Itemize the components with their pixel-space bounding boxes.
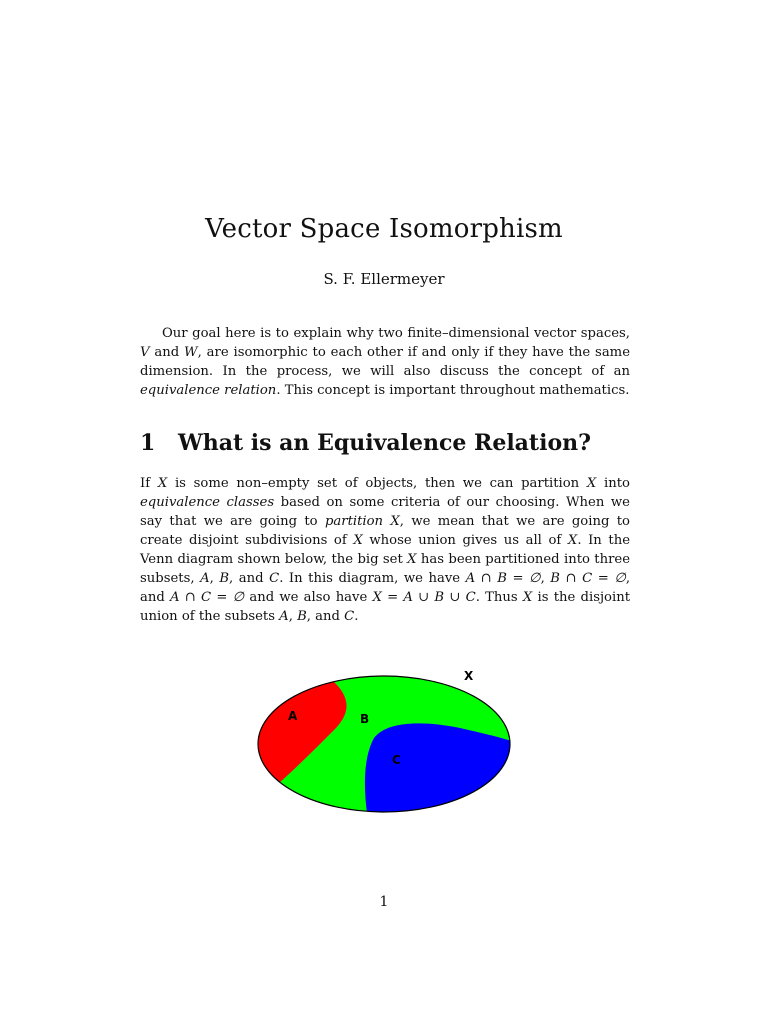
body-text: into xyxy=(596,476,630,491)
math-a-intersect-c: A ∩ C = ∅ xyxy=(170,590,245,605)
emphasis-equivalence-relation: equivalence relation xyxy=(140,383,277,398)
body-text: and we also have xyxy=(244,590,373,605)
set-c-region xyxy=(365,723,520,820)
math-x: X xyxy=(407,552,417,567)
body-text: , xyxy=(288,609,298,624)
math-b: B xyxy=(219,571,230,586)
body-text: , we mean that we are going to create disjoint subdivisions of xyxy=(140,514,630,548)
body-text: based on some criteria of our choosing. When we say that we are going to xyxy=(140,495,630,529)
body-text: . In the Venn diagram shown below, the big set xyxy=(140,533,630,567)
math-x-union: X = A ∪ B ∪ C xyxy=(372,590,476,605)
abstract-text: . This concept is important throughout mathematics. xyxy=(276,383,630,398)
math-a: A xyxy=(200,571,210,586)
section-number: 1 xyxy=(140,430,156,456)
math-a: A xyxy=(279,609,289,624)
body-text: If xyxy=(140,476,158,491)
math-c: C xyxy=(344,609,355,624)
section-heading xyxy=(140,430,640,456)
body-text: . Thus xyxy=(475,590,523,605)
math-x: X xyxy=(157,476,168,491)
body-text: has been partitioned into three subsets, xyxy=(140,552,631,586)
abstract-text: Our goal here is to explain why two finite–dimensional vector spaces, xyxy=(162,326,630,341)
label-x: X xyxy=(464,669,474,683)
body-text: is some non–empty set of objects, then we can partition xyxy=(167,476,587,491)
venn-diagram xyxy=(250,660,520,820)
body-text: is the disjoint union of the subsets xyxy=(140,590,631,624)
body-text: . xyxy=(354,609,359,624)
author-name: S. F. Ellermeyer xyxy=(323,270,445,288)
math-v: V xyxy=(140,345,150,360)
document-title: Vector Space Isomorphism xyxy=(205,214,563,244)
body-paragraph xyxy=(140,474,630,626)
body-text: . In this diagram, we have xyxy=(279,571,466,586)
math-c: C xyxy=(269,571,280,586)
math-x: X xyxy=(522,590,533,605)
emphasis-equivalence-classes: equivalence classes xyxy=(140,495,275,510)
emphasis-partition: partition xyxy=(324,514,384,529)
body-text: , xyxy=(209,571,220,586)
math-b: B xyxy=(297,609,307,624)
section-title: What is an Equivalence Relation? xyxy=(178,430,592,456)
page-number: 1 xyxy=(379,894,389,910)
math-a-intersect-b: A ∩ B = ∅ xyxy=(465,571,541,586)
body-text: , and xyxy=(140,571,631,605)
abstract-paragraph xyxy=(140,324,630,400)
body-text: , xyxy=(540,571,551,586)
abstract-text: , are isomorphic to each other if and only if they have the same dimension. In the process, we will also discuss the concept of an xyxy=(140,345,630,379)
abstract-text: and xyxy=(149,345,185,360)
label-a: A xyxy=(288,709,298,723)
body-text: , and xyxy=(306,609,345,624)
math-w: W xyxy=(184,345,198,360)
body-text: whose union gives us all of xyxy=(362,533,568,548)
math-x: X xyxy=(353,533,363,548)
body-text: , and xyxy=(229,571,270,586)
label-c: C xyxy=(392,753,401,767)
math-x: X xyxy=(567,533,578,548)
math-b-intersect-c: B ∩ C = ∅ xyxy=(550,571,626,586)
math-x: X xyxy=(586,476,597,491)
math-x: X xyxy=(390,514,400,529)
label-b: B xyxy=(360,712,370,726)
